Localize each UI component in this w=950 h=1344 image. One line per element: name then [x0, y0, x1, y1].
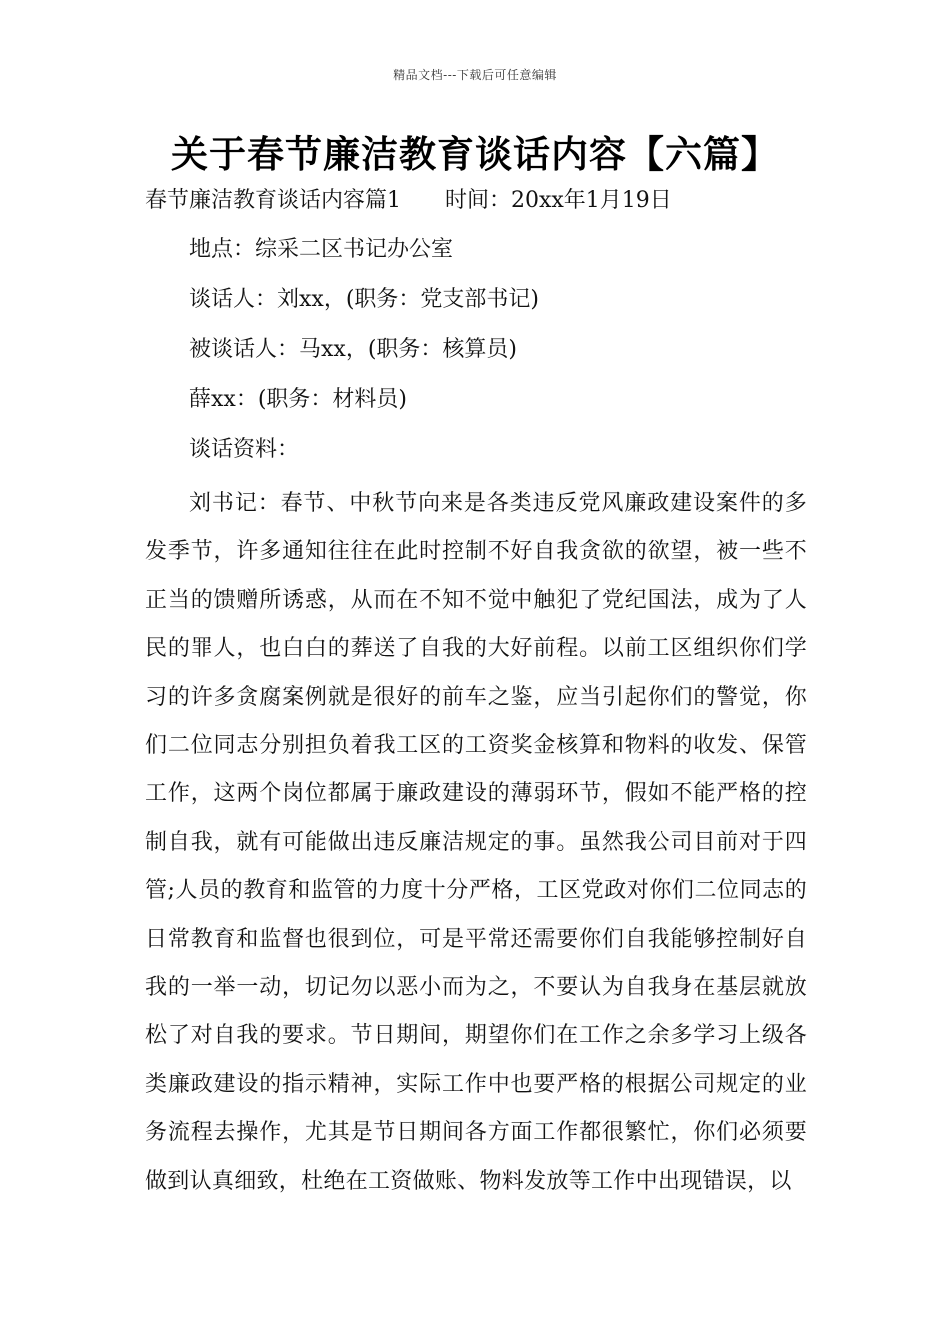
document-title: 关于春节廉洁教育谈话内容【六篇】 — [171, 132, 779, 176]
meta-interviewer: 谈话人：刘xx，(职务：党支部书记) — [189, 287, 539, 312]
section-heading-line — [145, 184, 672, 218]
time-line: 时间：20xx年1月19日 — [445, 188, 672, 213]
header-note: 精品文档---下载后可任意编辑 — [393, 68, 557, 82]
body-paragraph: 刘书记：春节、中秋节向来是各类违反党风廉政建设案件的多发季节，许多通知往往在此时控制不好自我贪欲的欲望，被一些不正当的馈赠所诱惑，从而在不知不觉中触犯了党纪国法，成为了人民的罪人，也白白的葬送了自我的大好前程。以前工区组织你们学习的许多贪腐案例就是很好的前车之鉴，应当引起你们的警觉，你们二位同志分别担负着我工区的工资奖金核算和物料的收发、保管工作，这两个岗位都属于廉政建设的薄弱环节，假如不能严格的控制自我，就有可能做出违反廉洁规定的事。虽然我公司目前对于四管;人员的教育和监管的力度十分严格，工区党政对你们二位同志的日常教育和监督也很到位，可是平常还需要你们自我能够控制好自我的一举一动，切记勿以恶小而为之，不要认为自我身在基层就放松了对自我的要求。节日期间，期望你们在工作之余多学习上级各类廉政建设的指示精神，实际工作中也要严格的根据公司规定的业务流程去操作，尤其是节日期间各方面工作都很繁忙，你们必须要做到认真细致，杜绝在工资做账、物料发放等工作中出现错误，以 — [145, 491, 807, 1194]
meta-interviewee-2: 薛xx：(职务：材料员) — [189, 387, 407, 412]
section-heading: 春节廉洁教育谈话内容篇1 — [145, 188, 401, 213]
meta-content-label: 谈话资料： — [189, 437, 300, 462]
meta-interviewee: 被谈话人：马xx，(职务：核算员) — [189, 337, 517, 362]
meta-location: 地点：综采二区书记办公室 — [189, 237, 454, 262]
